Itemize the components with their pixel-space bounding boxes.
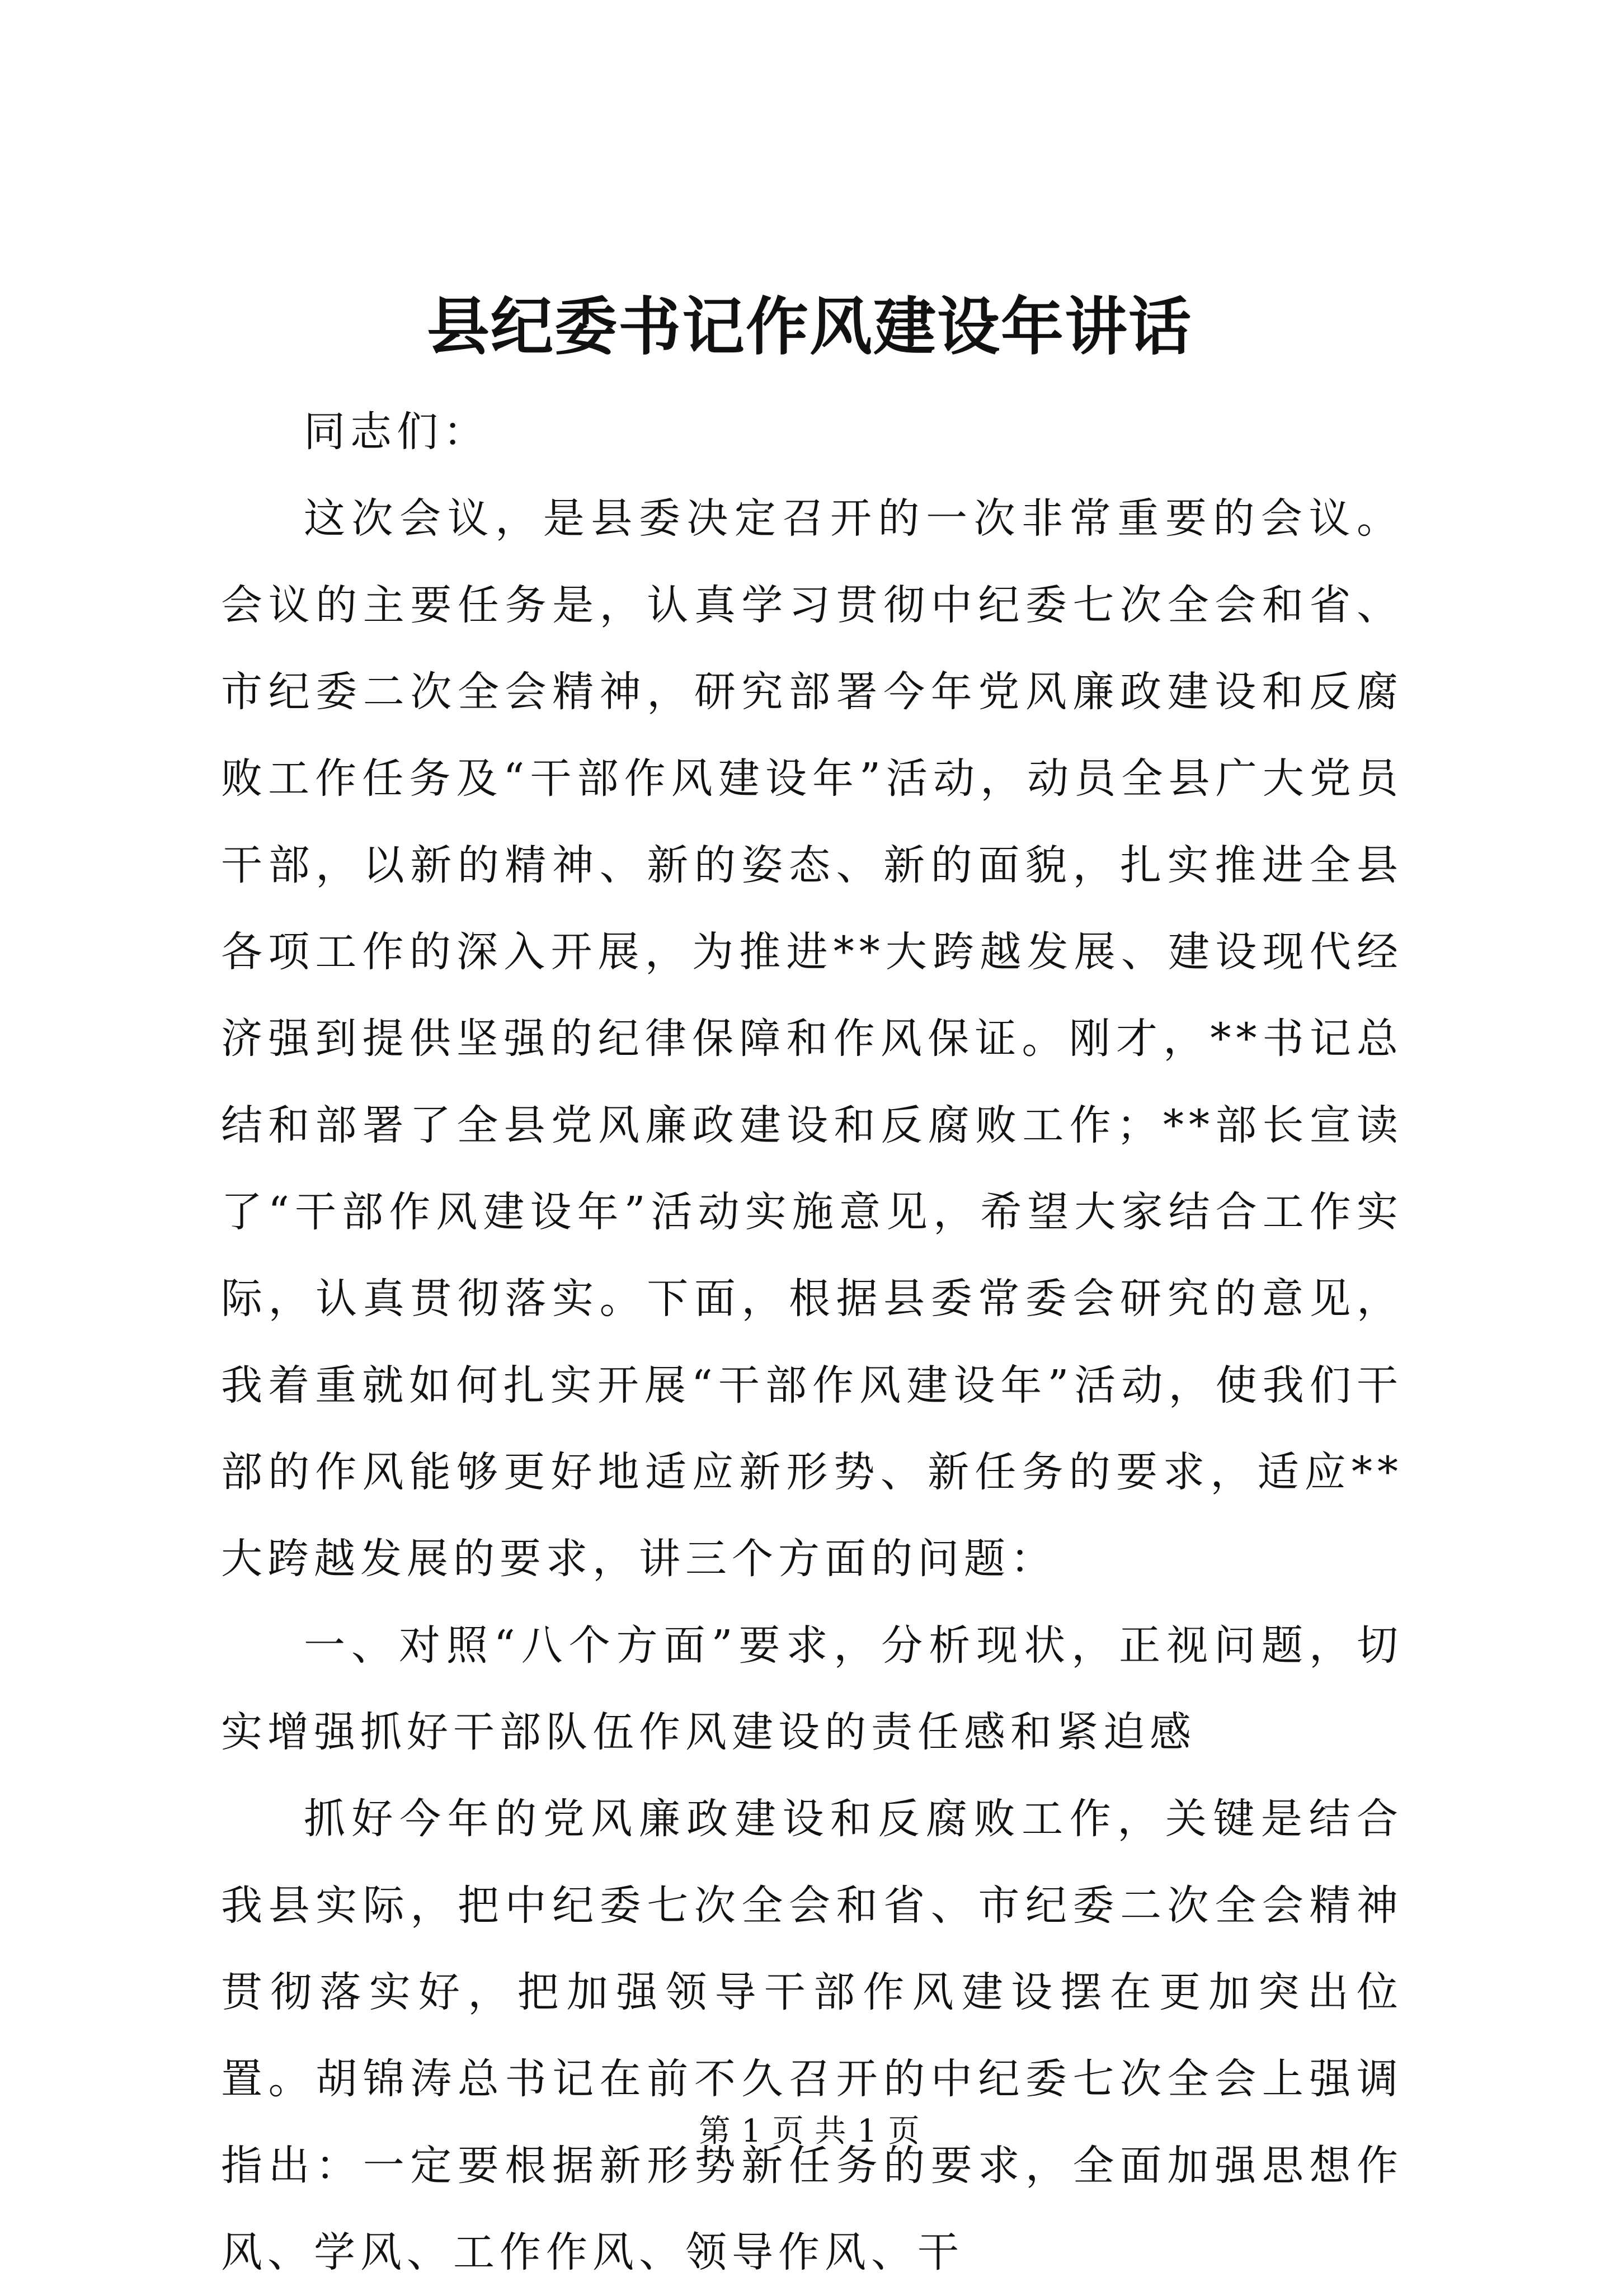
document-title: 县纪委书记作风建设年讲话 — [427, 290, 1192, 364]
paragraph-section-1: 抓好今年的党风廉政建设和反腐败工作，关键是结合我县实际，把中纪委七次全会和省、市纪委二次全会精神贯彻落实好，把加强领导干部作风建设摆在更加突出位置。胡锦涛总书记在前不久召开的中纪委七次全会上强调指出：一定要根据新形势新任务的要求，全面加强思想作风、学风、工作作风、领导作风、干 — [221, 1795, 1403, 2276]
paragraph-intro: 这次会议，是县委决定召开的一次非常重要的会议。会议的主要任务是，认真学习贯彻中纪委七次全会和省、市纪委二次全会精神，研究部署今年党风廉政建设和反腐败工作任务及“干部作风建设年”活动，动员全县广大党员干部，以新的精神、新的姿态、新的面貌，扎实推进全县各项工作的深入开展，为推进**大跨越发展、建设现代经济强到提供坚强的纪律保障和作风保证。刚才，**书记总结和部署了全县党风廉政建设和反腐败工作；**部长宣读了“干部作风建设年”活动实施意见，希望大家结合工作实际，认真贯彻落实。下面，根据县委常委会研究的意见，我着重就如何扎实开展“干部作风建设年”活动，使我们干部的作风能够更好地适应新形势、新任务的要求，适应**大跨越发展的要求，讲三个方面的问题： — [221, 494, 1403, 1583]
page-footer: 第 1 页 共 1 页 — [699, 2113, 920, 2149]
salutation: 同志们： — [304, 408, 490, 456]
section-heading-1: 一、对照“八个方面”要求，分析现状，正视问题，切实增强抓好干部队伍作风建设的责任感和紧迫感 — [221, 1621, 1403, 1756]
document-body — [221, 389, 1403, 2296]
